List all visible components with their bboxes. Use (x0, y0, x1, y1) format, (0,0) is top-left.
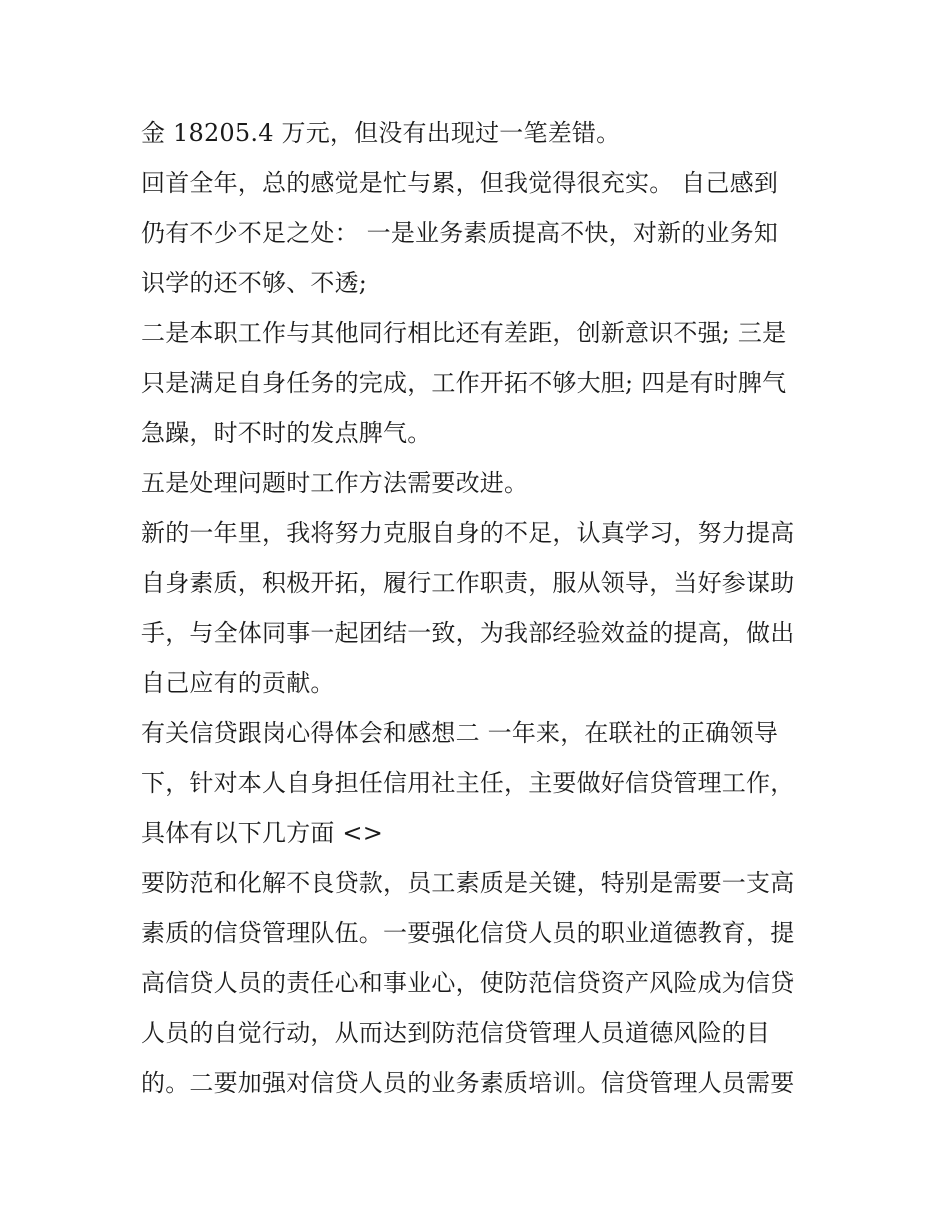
text-line: 下，针对本人自身担任信用社主任，主要做好信贷管理工作， (141, 769, 795, 797)
document-body (141, 108, 813, 1108)
text-line: 自身素质，积极开拓，履行工作职责，服从领导，当好参谋助 (141, 569, 795, 597)
text-line: 具体有以下几方面 <> (141, 819, 384, 847)
text-line: 手，与全体同事一起团结一致，为我部经验效益的提高，做出 (141, 619, 795, 647)
text-line: 新的一年里，我将努力克服自身的不足，认真学习，努力提高 (141, 519, 795, 547)
text-line: 高信贷人员的责任心和事业心，使防范信贷资产风险成为信贷 (141, 969, 795, 997)
text-line: 只是满足自身任务的完成，工作开拓不够大胆; 四是有时脾气 (141, 369, 787, 397)
text-line: 五是处理问题时工作方法需要改进。 (141, 469, 529, 497)
text-line: 二是本职工作与其他同行相比还有差距，创新意识不强; 三是 (141, 319, 787, 347)
text-line: 急躁，时不时的发点脾气。 (141, 419, 432, 447)
text-line: 有关信贷跟岗心得体会和感想二 一年来，在联社的正确领导 (141, 719, 779, 747)
text-line: 的。二要加强对信贷人员的业务素质培训。信贷管理人员需要 (141, 1069, 795, 1097)
text-line: 人员的自觉行动，从而达到防范信贷管理人员道德风险的目 (141, 1019, 771, 1047)
text-line: 要防范和化解不良贷款，员工素质是关键，特别是需要一支高 (141, 869, 795, 897)
text-line: 识学的还不够、不透; (141, 269, 368, 297)
text-line: 素质的信贷管理队伍。一要强化信贷人员的职业道德教育，提 (141, 919, 795, 947)
text-line: 自己应有的贡献。 (141, 669, 335, 697)
text-line: 回首全年，总的感觉是忙与累，但我觉得很充实。 自己感到 (141, 169, 779, 197)
text-line: 金 18205.4 万元，但没有出现过一笔差错。 (141, 119, 621, 147)
text-line: 仍有不少不足之处： 一是业务素质提高不快，对新的业务知 (141, 219, 779, 247)
